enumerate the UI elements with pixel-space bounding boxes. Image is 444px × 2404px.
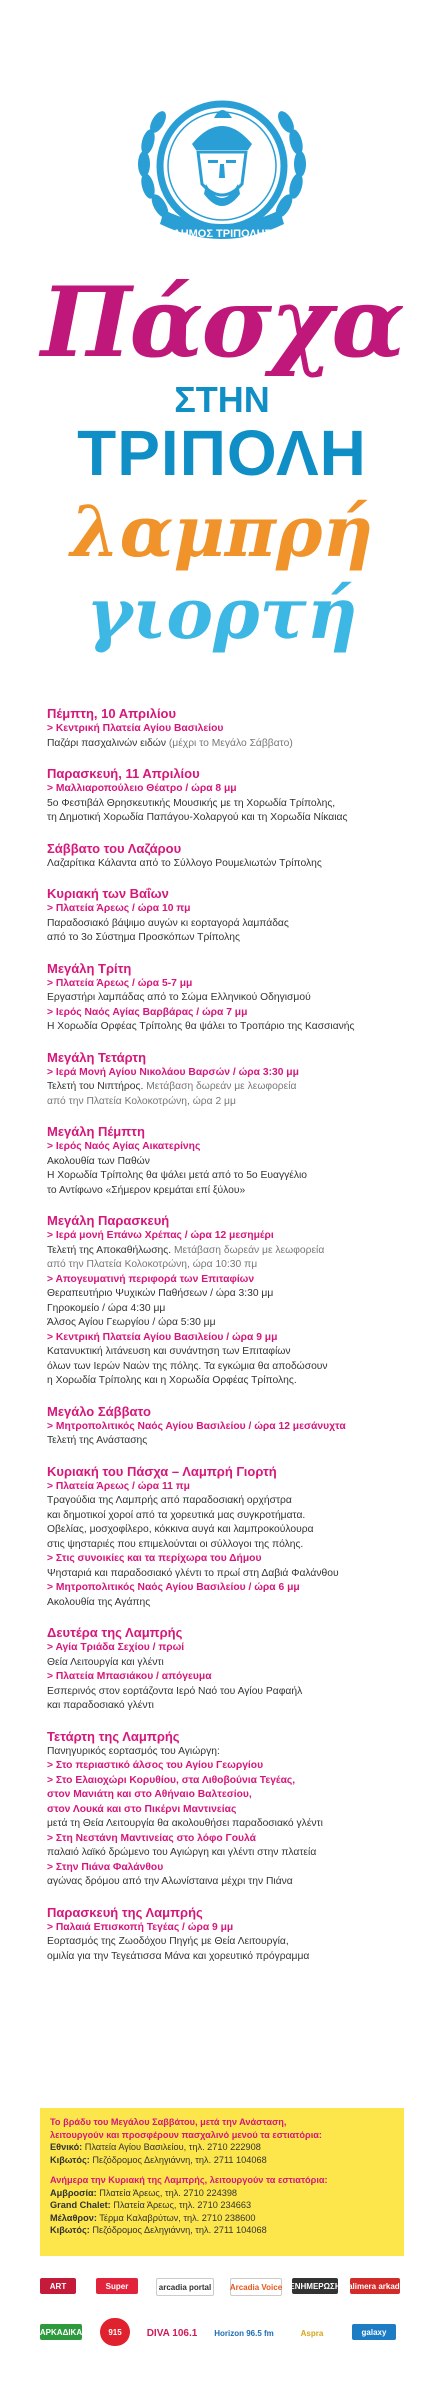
event-day-title: Μεγάλη Τετάρτη (47, 1049, 147, 1065)
event-day-title: Μεγάλο Σάββατο (47, 1403, 151, 1419)
event-block (47, 840, 427, 872)
restaurant-line: Κιβωτός: Πεζόδρομος Δεληγιάννη, τηλ. 2711 104068 (50, 2225, 267, 2235)
event-block (47, 705, 427, 751)
sponsor-logo: kalimera arkadia (350, 2278, 400, 2294)
event-venue: > Στο περιαστικό άλσος του Αγίου Γεωργίου (47, 1760, 264, 1771)
event-venue: > Στη Νεστάνη Μαντινείας στο λόφο Γουλά (47, 1832, 256, 1844)
logo-text: ΔΗΜΟΣ ΤΡΙΠΟΛΗΣ (172, 228, 272, 240)
event-description: από την Πλατεία Κολοκοτρώνη, ώρα 10:30 πμ (47, 1259, 258, 1270)
event-block (47, 885, 427, 946)
restaurant-line: Κιβωτός: Πεζόδρομος Δεληγιάννη, τηλ. 2711 104068 (50, 2154, 267, 2165)
info-heading-2: λειτουργούν και προσφέρουν πασχαλινό μενού τα εστιατόρια: (50, 2129, 322, 2140)
event-day-title: Τετάρτη της Λαμπρής (47, 1728, 180, 1744)
event-day-title: Δευτέρα της Λαμπρής (47, 1625, 183, 1640)
event-block (47, 1049, 427, 1110)
event-day-title: Μεγάλη Πέμπτη (47, 1124, 145, 1139)
event-day-title: Κυριακή των Βαΐων (47, 886, 169, 901)
sponsor-logo: Super (96, 2278, 138, 2294)
event-venue: > Ιερός Ναός Αγίας Αικατερίνης (47, 1141, 201, 1152)
event-description: και παραδοσιακό γλέντι (47, 1700, 154, 1711)
event-block (47, 1463, 427, 1611)
event-venue: > Αγία Τριάδα Σεχίου / πρωί (47, 1642, 185, 1653)
restaurant-line: Μέλαθρον: Τέρμα Καλαβρύτων, τηλ. 2710 238600 (50, 2212, 256, 2223)
event-day-title: Κυριακή του Πάσχα – Λαμπρή Γιορτή (47, 1463, 277, 1479)
event-venue: > Πλατεία Μπασιάκου / απόγευμα (47, 1671, 212, 1682)
restaurant-line: Grand Chalet: Πλατεία Άρεως, τηλ. 2710 234663 (50, 2200, 252, 2210)
event-venue: > Παλαιά Επισκοπή Τεγέας / ώρα 9 μμ (47, 1921, 234, 1933)
event-day-title: Μεγάλη Παρασκευή (47, 1213, 170, 1228)
event-venue: > Απογευματινή περιφορά των Επιταφίων (47, 1273, 255, 1285)
event-venue: > Κεντρική Πλατεία Αγίου Βασιλείου / ώρα 9 μμ (47, 1331, 278, 1343)
event-block (47, 1212, 427, 1389)
event-venue: > Μητροπολιτικός Ναός Αγίου Βασιλείου / ώρα 6 μμ (47, 1582, 300, 1593)
restaurant-line: Εθνικό: Πλατεία Αγίου Βασιλείου, τηλ. 2710 222908 (50, 2142, 261, 2152)
event-description: Ακολουθία των Παθών (47, 1155, 150, 1167)
event-description: η Χορωδία Τρίπολης και η Χορωδία Ορφέας Τρίπολης. (47, 1375, 297, 1386)
event-block (47, 1904, 427, 1965)
event-day-title: Παρασκευή της Λαμπρής (47, 1904, 203, 1920)
restaurants-info-box (40, 2108, 404, 2256)
event-description: το Αντίφωνο «Σήμερον κρεμάται επί ξύλου» (47, 1184, 246, 1196)
event-venue: > Ιερά Μονή Αγίου Νικολάου Βαρσών / ώρα 3:30 μμ (47, 1066, 299, 1078)
event-venue: > Στην Πιάνα Φαλάνθου (47, 1861, 164, 1873)
event-description: όλων των Ιερών Ναών της πόλης. Τα εγκώμια θα αποδώσουν (47, 1360, 328, 1372)
info-heading-3: Ανήμερα την Κυριακή της Λαμπρής, λειτουργούν τα εστιατόρια: (50, 2175, 328, 2185)
event-description: Εργαστήρι λαμπάδας από το Σώμα Ελληνικού Οδηγισμού (47, 992, 311, 1003)
event-venue: > Πλατεία Άρεως / ώρα 11 πμ (47, 1480, 190, 1492)
poster-header (0, 0, 444, 700)
event-description: Τελετή της Ανάστασης (47, 1435, 148, 1446)
event-description: παλαιό λαϊκό δρώμενο του Αγιώργη και γλέντι στην πλατεία (47, 1847, 317, 1858)
event-venue: στον Μανιάτη και στο Αθήναιο Βαλτεσίου, (47, 1789, 252, 1800)
event-program (47, 705, 427, 1978)
event-description: Ακολουθία της Αγάπης (47, 1596, 151, 1608)
event-block (47, 1123, 427, 1198)
event-venue: > Ιερός Ναός Αγίας Βαρβάρας / ώρα 7 μμ (47, 1006, 248, 1018)
event-venue: > Στο Ελαιοχώρι Κορυθίου, στα Λιθοβούνια Τεγέας, (47, 1774, 296, 1786)
sponsor-logos (39, 2268, 407, 2368)
event-venue: > Μητροπολιτικός Ναός Αγίου Βασιλείου / ώρα 12 μεσάνυχτα (47, 1420, 346, 1432)
event-block (47, 1728, 427, 1890)
event-block (47, 1624, 427, 1714)
event-description: Παζάρι πασχαλινών ειδών (μέχρι το Μεγάλο Σάββατο) (47, 737, 293, 749)
event-description: Τελετή της Αποκαθήλωσης. Μετάβαση δωρεάν με λεωφορεία (47, 1244, 325, 1256)
event-description: Τελετή του Νιπτήρος. Μετάβαση δωρεάν με λεωφορεία (47, 1081, 297, 1092)
event-description: Η Χορωδία Τρίπολης θα ψάλει μετά από το 5ο Ευαγγέλιο (47, 1170, 308, 1181)
event-description: Πανηγυρικός εορτασμός του Αγιώργη: (47, 1745, 220, 1757)
event-description: Κατανυκτική λιτάνευση και συνάντηση των Επιταφίων (47, 1346, 291, 1357)
title-pascha: Πάσχα (40, 266, 404, 379)
event-description: Οβελίας, μοσχοφίλερο, κόκκινα αυγά και λαμπροκούλουρα (47, 1524, 314, 1535)
event-description: Λαζαρίτικα Κάλαντα από το Σύλλογο Ρουμελιωτών Τρίπολης (47, 857, 322, 869)
info-heading-1: Το βράδυ του Μεγάλου Σαββάτου, μετά την Ανάσταση, (50, 2117, 287, 2127)
event-description: μετά τη Θεία Λειτουργία θα ακολουθήσει παραδοσιακό γλέντι (47, 1818, 323, 1829)
event-venue: στον Λουκά και στο Πικέρνι Μαντινείας (47, 1803, 237, 1815)
event-description: από το 3ο Σύστημα Προσκόπων Τρίπολης (47, 932, 240, 943)
event-description: Τραγούδια της Λαμπρής από παραδοσιακή ορχήστρα (47, 1495, 292, 1506)
event-description: Παραδοσιακό βάψιμο αυγών κι εορταγορά λαμπάδας (47, 917, 289, 929)
event-day-title: Μεγάλη Τρίτη (47, 960, 132, 976)
event-description: Εορτασμός της Ζωοδόχου Πηγής με Θεία Λειτουργία, (47, 1936, 289, 1947)
title-lampri: λαμπρή (70, 490, 374, 573)
title-stin: ΣΤΗΝ (174, 379, 270, 420)
event-description: 5ο Φεστιβάλ Θρησκευτικής Μουσικής με τη Χορωδία Τρίπολης, (47, 797, 336, 809)
event-description: τη Δημοτική Χορωδία Παπάγου-Χολαργού και τη Χορωδία Νίκαιας (47, 812, 348, 823)
event-venue: > Πλατεία Άρεως / ώρα 5-7 μμ (47, 977, 193, 989)
event-description: Η Χορωδία Ορφέας Τρίπολης θα ψάλει το Τροπάριο της Κασσιανής (47, 1021, 355, 1032)
event-venue: > Στις συνοικίες και τα περίχωρα του Δήμου (47, 1553, 262, 1564)
event-venue: > Ιερά μονή Επάνω Χρέπας / ώρα 12 μεσημέρι (47, 1230, 274, 1241)
event-venue: > Μαλλιαροπούλειο Θέατρο / ώρα 8 μμ (47, 783, 237, 794)
event-description: Άλσος Αγίου Γεωργίου / ώρα 5:30 μμ (47, 1317, 216, 1328)
sponsor-logo: Arcadia Voice (230, 2278, 282, 2296)
event-description: Εσπερινός στον εορτάζοντα Ιερό Ναό του Αγίου Ραφαήλ (47, 1685, 303, 1697)
event-venue: > Πλατεία Άρεως / ώρα 10 πμ (47, 903, 191, 914)
sponsor-logo: 915 (100, 2318, 130, 2346)
event-block (47, 765, 427, 826)
event-description: Γηροκομείο / ώρα 4:30 μμ (47, 1302, 166, 1314)
sponsor-logo: arcadia portal (156, 2278, 214, 2296)
sponsor-logo: Aspra (292, 2322, 332, 2344)
event-description: και δημοτικοί χοροί από τα χορευτικά μας συγκροτήματα. (47, 1509, 306, 1521)
event-day-title: Παρασκευή, 11 Απριλίου (47, 766, 200, 781)
event-block (47, 960, 427, 1035)
sponsor-logo: DIVA 106.1 (152, 2322, 192, 2344)
event-description: αγώνας δρόμου από την Αλωνίσταινα μέχρι την Πιάνα (47, 1876, 293, 1887)
sponsor-logo: ΕΝΗΜΕΡΩΣΗ (292, 2278, 338, 2294)
event-description: Θεραπευτήριο Ψυχικών Παθήσεων / ώρα 3:30 μμ (47, 1288, 274, 1299)
event-day-title: Σάββατο του Λαζάρου (47, 840, 182, 856)
event-description: στις ψησταριές που επιμελούνται οι σύλλογοι της πόλης. (47, 1538, 304, 1550)
restaurant-line: Αμβροσία: Πλατεία Άρεως, τηλ. 2710 224398 (50, 2187, 238, 2198)
event-description: Θεία Λειτουργία και γλέντι (47, 1656, 164, 1668)
event-description: από την Πλατεία Κολοκοτρώνη, ώρα 2 μμ (47, 1095, 236, 1107)
sponsor-logo: ΑΡΚΑΔΙΚΑ (40, 2324, 82, 2340)
event-venue: > Κεντρική Πλατεία Αγίου Βασιλείου (47, 723, 224, 734)
sponsor-logo: Horizon 96.5 fm (216, 2322, 272, 2344)
sponsor-logo: ART (40, 2278, 76, 2294)
title-tripoli: ΤΡΙΠΟΛΗ (77, 417, 367, 489)
event-description: Ψησταριά και παραδοσιακό γλέντι το πρωί στη Δαβιά Φαλάνθου (47, 1567, 339, 1579)
event-description: ομιλία για την Τεγεάτισσα Μάνα και χορευτικό πρόγραμμα (47, 1950, 310, 1962)
sponsor-logo: galaxy (352, 2324, 396, 2340)
title-giorti: γιορτή (86, 572, 358, 655)
event-day-title: Πέμπτη, 10 Απριλίου (47, 706, 177, 721)
event-block (47, 1403, 427, 1449)
